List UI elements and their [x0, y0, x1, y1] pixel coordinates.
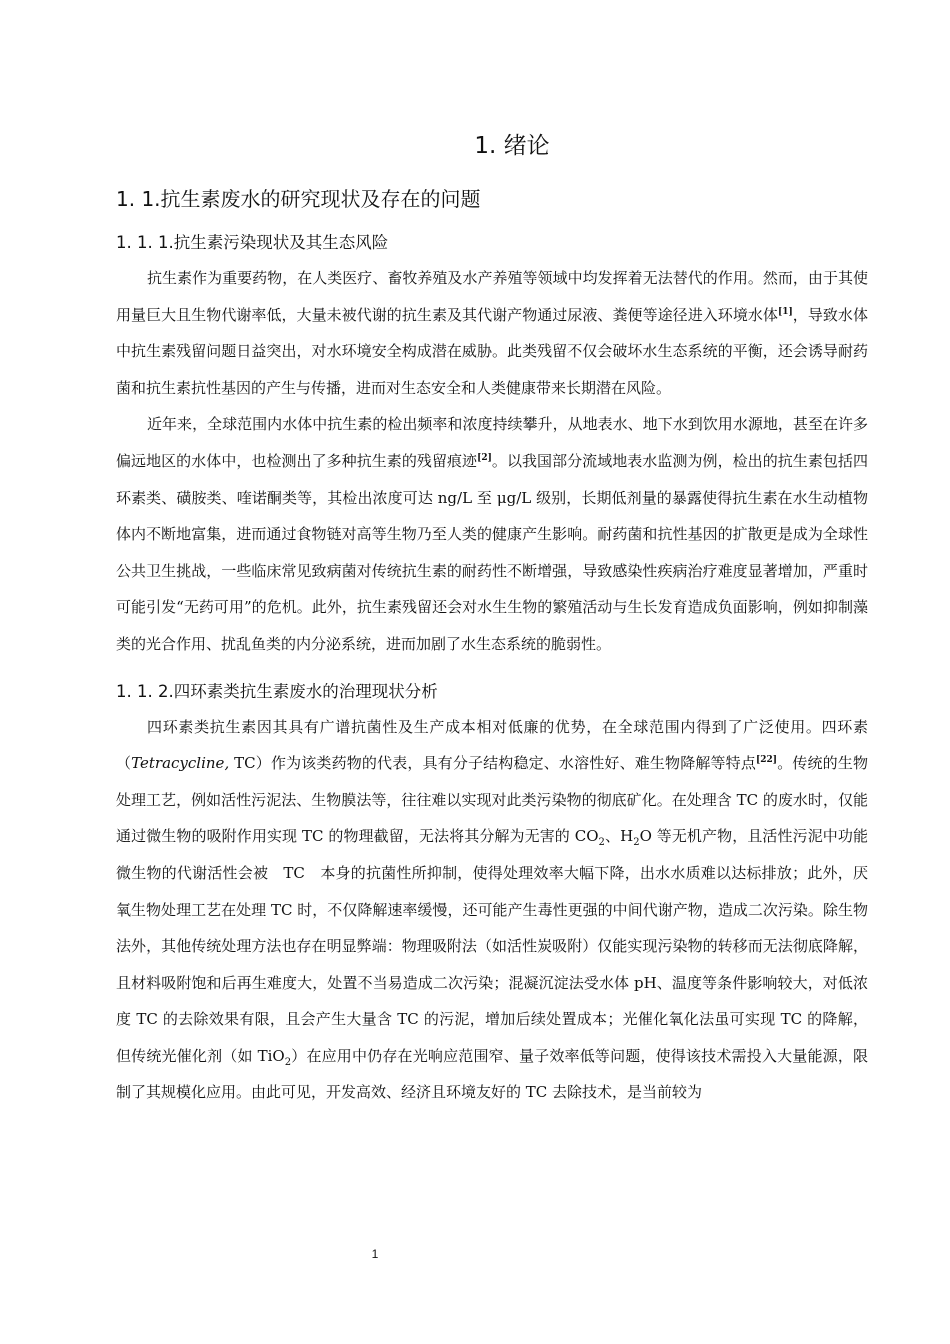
subsection-title: 四环素类抗生素废水的治理现状分析	[173, 681, 438, 701]
paragraph-text: 四环素类抗生素因其具有广谱抗菌性及生产成本相对低廉的优势，在全球范围内得到了广泛使用。四环素（	[116, 717, 868, 773]
citation-ref[interactable]: [2]	[477, 452, 492, 463]
citation-ref[interactable]: [1]	[777, 306, 793, 317]
paragraph-text: 。传统的生物处理工艺，例如活性污泥法、生物膜法等，往往难以实现对此类污染物的彻底矿化。在处理含 TC 的废水时，仅能通过微生物的吸附作用实现 TC 的物理截留，无法将其分解为无害的 CO	[116, 754, 868, 846]
subsection-heading-2	[116, 679, 868, 705]
section-number: 1. 1.	[116, 187, 161, 211]
paragraph-1	[116, 260, 868, 406]
paragraph-text: ）在应用中仍存在光响应范围窄、量子效率低等问题，使得该技术需投入大量能源，限制了其规模化应用。由此可见，开发高效、经济且环境友好的 TC 去除技术，是当前较为	[116, 1046, 868, 1102]
paragraph-text: TC）作为该类药物的代表，具有分子结构稳定、水溶性好、难生物降解等特点	[229, 754, 756, 773]
subsection-heading-1	[116, 230, 868, 256]
subsection-number: 1. 1. 2.	[116, 681, 174, 701]
paragraph-text: 。以我国部分流域地表水监测为例，检出的抗生素包括四环素类、磺胺类、喹诺酮类等，其检出浓度可达 ng/L 至 μg/L 级别，长期低剂量的暴露使得抗生素在水生动植物体内不断地富集，进而通过食物链对高等生物乃至人类的健康产生影响。耐药菌和抗性基因的扩散更是成为全球性公共卫生挑战，一些临床常见致病菌对传统抗生素的耐药性不断增强，导致感染性疾病治疗难度显著增加，严重时可能引发“无药可用”的危机。此外，抗生素残留还会对水生生物的繁殖活动与生长发育造成负面影响，例如抑制藻类的光合作用、扰乱鱼类的内分泌系统，进而加剧了水生态系统的脆弱性。	[116, 451, 868, 653]
paragraph-text: 、H	[604, 827, 634, 846]
paragraph-text: O 等无机产物，且活性污泥中功能微生物的代谢活性会被 TC 本身的抗菌性所抑制，使得处理效率大幅下降，出水水质难以达标排放；此外，厌氧生物处理工艺在处理 TC 时，不仅降解速率缓慢，还可能产生毒性更强的中间代谢产物，造成二次污染。除生物法外，其他传统处理方法也存在明显弊端：物理吸附法（如活性炭吸附）仅能实现污染物的转移而无法彻底降解，且材料吸附饱和后再生难度大，处置不当易造成二次污染；混凝沉淀法受水体 pH、温度等条件影响较大，对低浓度 TC 的去除效果有限，且会产生大量含 TC 的污泥，增加后续处置成本；光催化氧化法虽可实现 TC 的降解，但传统光催化剂（如 TiO	[116, 827, 868, 1065]
section-heading	[116, 184, 868, 214]
citation-ref[interactable]: [22]	[755, 755, 778, 766]
subsection-number: 1. 1. 1.	[116, 233, 174, 252]
subscript: 2	[284, 1056, 292, 1068]
paragraph-text: 近年来，全球范围内水体中抗生素的检出频率和浓度持续攀升，从地表水、地下水到饮用水源地，甚至在许多偏远地区的水体中，也检测出了多种抗生素的残留痕迹	[116, 415, 868, 470]
paragraph-2	[116, 406, 868, 662]
section-title: 抗生素废水的研究现状及存在的问题	[160, 187, 481, 211]
italic-term: Tetracycline,	[131, 754, 230, 773]
paragraph-3	[116, 709, 868, 1112]
chapter-title: 1. 绪论	[474, 133, 550, 159]
paragraph-text: 抗生素作为重要药物，在人类医疗、畜牧养殖及水产养殖等领域中均发挥着无法替代的作用。然而，由于其使用量巨大且生物代谢率低，大量未被代谢的抗生素及其代谢产物通过尿液、粪便等途径进入环境水体	[116, 269, 868, 324]
subsection-title: 抗生素污染现状及其生态风险	[173, 233, 389, 252]
page-number: 1	[371, 1247, 379, 1261]
subscript: 2	[598, 837, 605, 849]
page-content	[116, 130, 868, 1111]
paragraph-text: ，导致水体中抗生素残留问题日益突出，对水环境安全构成潜在威胁。此类残留不仅会破坏水生态系统的平衡，还会诱导耐药菌和抗生素抗性基因的产生与传播，进而对生态安全和人类健康带来长期潜在风险。	[116, 305, 868, 397]
subscript: 2	[633, 837, 640, 849]
